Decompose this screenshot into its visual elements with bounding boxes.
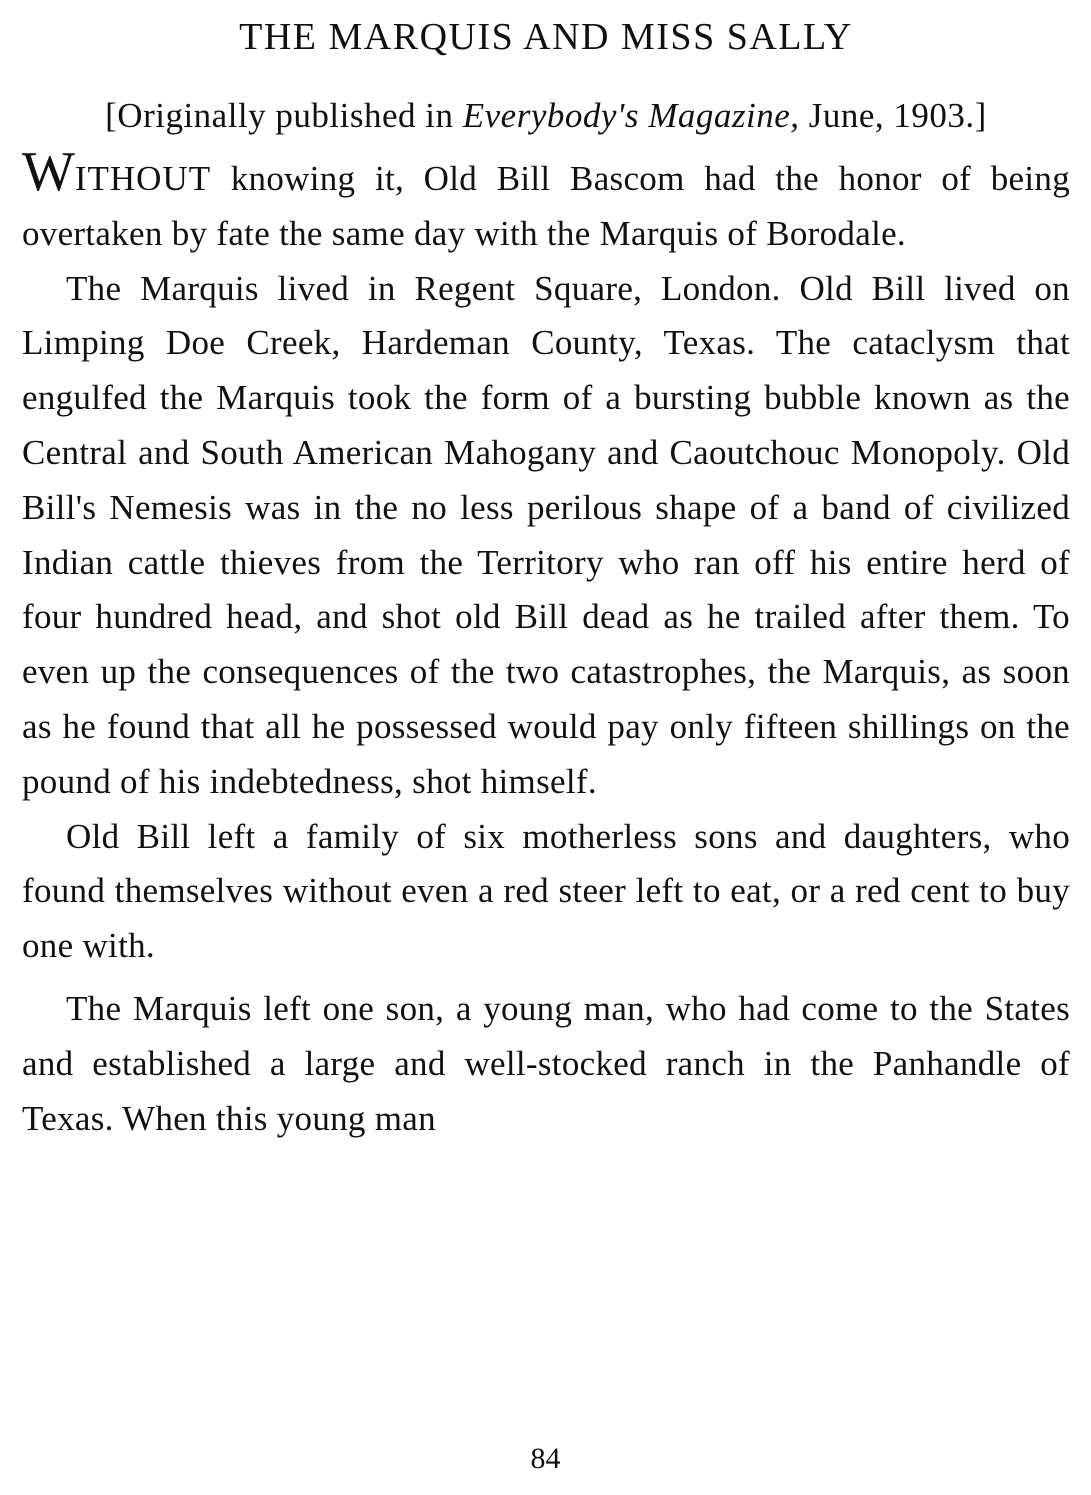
note-prefix: [Originally published in bbox=[105, 96, 463, 135]
opening-caps: ITHOUT bbox=[74, 159, 212, 198]
chapter-title: THE MARQUIS AND MISS SALLY bbox=[239, 16, 853, 58]
paragraph-1 bbox=[22, 141, 1070, 262]
page-number: 84 bbox=[530, 1442, 561, 1475]
paragraph-3: Old Bill left a family of six motherless sons and daughters, who found themselves without even a red steer left to eat, or a red cent to buy one with. bbox=[22, 816, 1070, 966]
publication-note bbox=[22, 90, 1070, 142]
paragraph-2: The Marquis lived in Regent Square, London. Old Bill lived on Limping Doe Creek, Hardeman County, Texas. The cataclysm that engulfed the Marquis took the form of a bursting bubble known as the Central and South American Mahogany and Caoutchouc Monopoly. Old Bill's Nemesis was in the no less perilous shape of a band of civilized Indian cattle thieves from the Territory who ran off his entire herd of four hundred head, and shot old Bill dead as he trailed after them. To even up the consequences of the two catastrophes, the Marquis, as soon as he found that all he possessed would pay only fifteen shillings on the pound of his indebtedness, shot himself. bbox=[22, 268, 1070, 801]
drop-cap: W bbox=[22, 141, 75, 203]
page-body bbox=[22, 14, 1070, 1146]
magazine-name: Everybody's Magazine, bbox=[462, 96, 800, 135]
paragraph-1-text: knowing it, Old Bill Bascom had the honor of being overtaken by fate the same day with the Marquis of Borodale. bbox=[22, 159, 1070, 253]
note-suffix: June, 1903.] bbox=[799, 96, 987, 135]
paragraph-4: The Marquis left one son, a young man, who had come to the States and established a large and well-stocked ranch in the Panhandle of Texas. When this young man bbox=[22, 988, 1070, 1138]
